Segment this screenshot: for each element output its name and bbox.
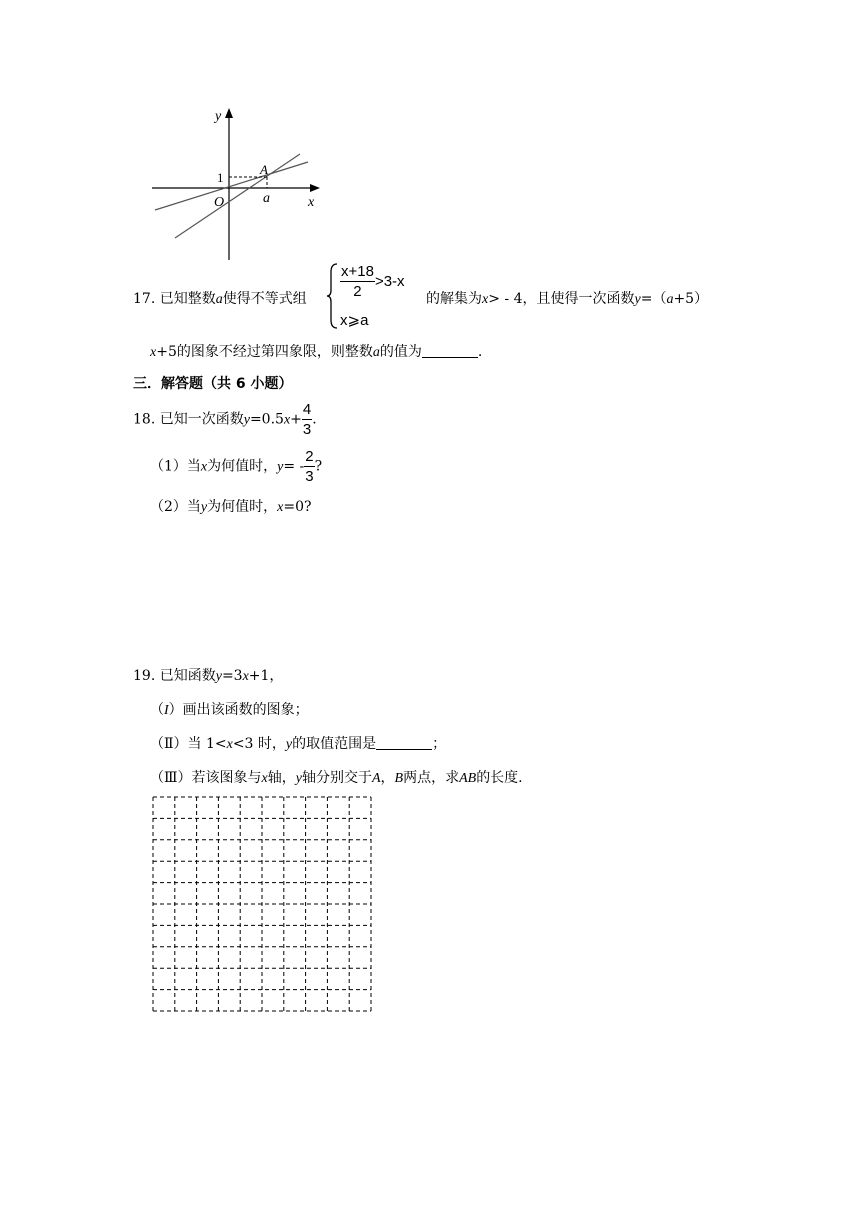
q18-part2-var-y: y: [200, 500, 208, 515]
system-fraction-numerator: x+18: [341, 263, 374, 280]
y-axis-label: y: [215, 109, 222, 124]
q17-after-2: > - 4，且使得一次函数: [488, 291, 635, 307]
q19-part2-var-y: y: [285, 737, 293, 752]
q18-part1-prefix: （1）当: [150, 458, 201, 475]
q17-var-x: x: [482, 292, 489, 307]
q19-text: 已知函数: [159, 668, 216, 684]
q18-part1: [150, 449, 322, 484]
dashed-grid: [152, 796, 372, 1012]
q19-part2-prefix: （Ⅱ）当 1<: [150, 736, 227, 752]
q18-frac-den: 3: [302, 421, 312, 438]
section3-title: 三．解答题（共 6 小题）: [133, 376, 293, 392]
q19-part3-mid1: 轴，: [267, 770, 296, 786]
q18-part1-var-x: x: [200, 459, 208, 475]
q18-fraction: [302, 402, 312, 437]
q17-after-4: +5）: [673, 291, 709, 307]
q17-line2-var-a: a: [372, 345, 380, 360]
q18-plus: +: [290, 411, 302, 428]
q18-part2-var-x: x: [277, 500, 284, 515]
one-label: 1: [217, 170, 224, 185]
system-rhs: >3-x: [374, 273, 405, 290]
line-1: [175, 154, 300, 238]
q19-part3-var-x: x: [261, 771, 268, 786]
q19-part1: [150, 699, 309, 719]
q19-eq: =3: [221, 668, 243, 684]
q19-number: 19.: [133, 668, 156, 684]
q19-part3-var-y: y: [295, 771, 302, 786]
q17-line2-end: 的值为: [379, 344, 422, 360]
q19-answer-blank[interactable]: [376, 735, 432, 750]
q19-part3-prefix: （Ⅲ）若该图象与: [150, 770, 262, 786]
q19-var-y: y: [215, 669, 222, 684]
q17-text-mid: 使得不等式组: [222, 291, 307, 307]
q19-part3-comma: ，: [380, 770, 395, 786]
q19-part2-end: ；: [432, 736, 447, 752]
q17-line2-text: +5的图象不经过第四象限，则整数: [156, 344, 373, 360]
q19-var-x: x: [242, 669, 249, 684]
q18-line: [133, 402, 317, 437]
q18-text: 已知一次函数: [159, 411, 244, 428]
q18-part2-mid: 为何值时，: [207, 499, 278, 515]
q17-line2-var-x: x: [150, 345, 157, 360]
coordinate-figure: [140, 100, 340, 265]
system-fraction: [340, 264, 375, 299]
q19-part2-mid: <3 时，: [232, 736, 286, 752]
point-a-label: A: [260, 162, 268, 177]
q17-var-y: y: [634, 292, 641, 307]
q19-part3-b: B: [394, 771, 404, 786]
system-brace: [327, 262, 339, 330]
line-2: [155, 162, 308, 210]
q18-part1-end: ?: [314, 458, 323, 475]
q19-part1-prefix: （: [150, 702, 164, 718]
q18-part1-mid: 为何值时，: [207, 458, 278, 475]
q19-part2-text: 的取值范围是: [292, 736, 377, 752]
q18-part1-eq: = -: [283, 458, 305, 475]
a-label: a: [263, 191, 270, 206]
q18-part1-fraction: [304, 449, 314, 484]
q18-part1-frac-num: 2: [305, 448, 314, 465]
q17-after-3: =（: [640, 291, 667, 307]
origin-label: O: [214, 195, 225, 210]
q17-answer-blank[interactable]: [422, 343, 478, 358]
q18-eq: =0.5: [249, 411, 284, 428]
q19-part1-roman: I: [164, 703, 169, 718]
q18-part2-end: =0?: [283, 499, 312, 515]
q17-line1-right: [426, 288, 708, 308]
q19-part2-var-x: x: [226, 737, 233, 752]
q18-part2-prefix: （2）当: [150, 499, 201, 515]
q17-period: .: [477, 344, 483, 360]
q19-part3-mid3: 两点，求: [403, 770, 460, 786]
q19-part3-a: A: [371, 771, 381, 786]
q17-after-1: 的解集为: [426, 291, 482, 307]
q18-var-y: y: [243, 412, 250, 428]
q19-part1-text: ）画出该函数的图象；: [168, 702, 309, 718]
q17-var-a: a: [215, 292, 223, 307]
system-line2: x⩾a: [340, 312, 369, 329]
q17-line2: [150, 341, 482, 361]
system-fraction-denominator: 2: [353, 283, 362, 300]
q17-text: 已知整数: [159, 291, 216, 307]
q19-part3-mid2: 轴分别交于: [301, 770, 372, 786]
q18-part2: [150, 496, 312, 516]
q17-var-a2: a: [666, 292, 674, 307]
y-axis-arrow: [225, 108, 233, 118]
q18-part1-var-y: y: [277, 459, 284, 475]
system-line1: [340, 264, 405, 299]
q17-line1: [133, 288, 307, 308]
q19-eq-end: +1，: [248, 668, 284, 684]
q18-part1-frac-den: 3: [305, 468, 314, 485]
q18-var-x: x: [283, 412, 291, 428]
q17-number: 17.: [133, 291, 156, 307]
x-axis-arrow: [310, 184, 320, 192]
q18-end: .: [312, 411, 317, 428]
q19-part3: [150, 767, 523, 787]
x-axis-label: x: [308, 195, 315, 210]
q19-part3-ab: AB: [459, 771, 477, 786]
q19-part3-end: 的长度.: [476, 770, 523, 786]
q19-part2: [150, 733, 446, 753]
q18-frac-num: 4: [302, 401, 312, 418]
q18-number: 18.: [133, 411, 156, 428]
q19-line: [133, 665, 283, 685]
